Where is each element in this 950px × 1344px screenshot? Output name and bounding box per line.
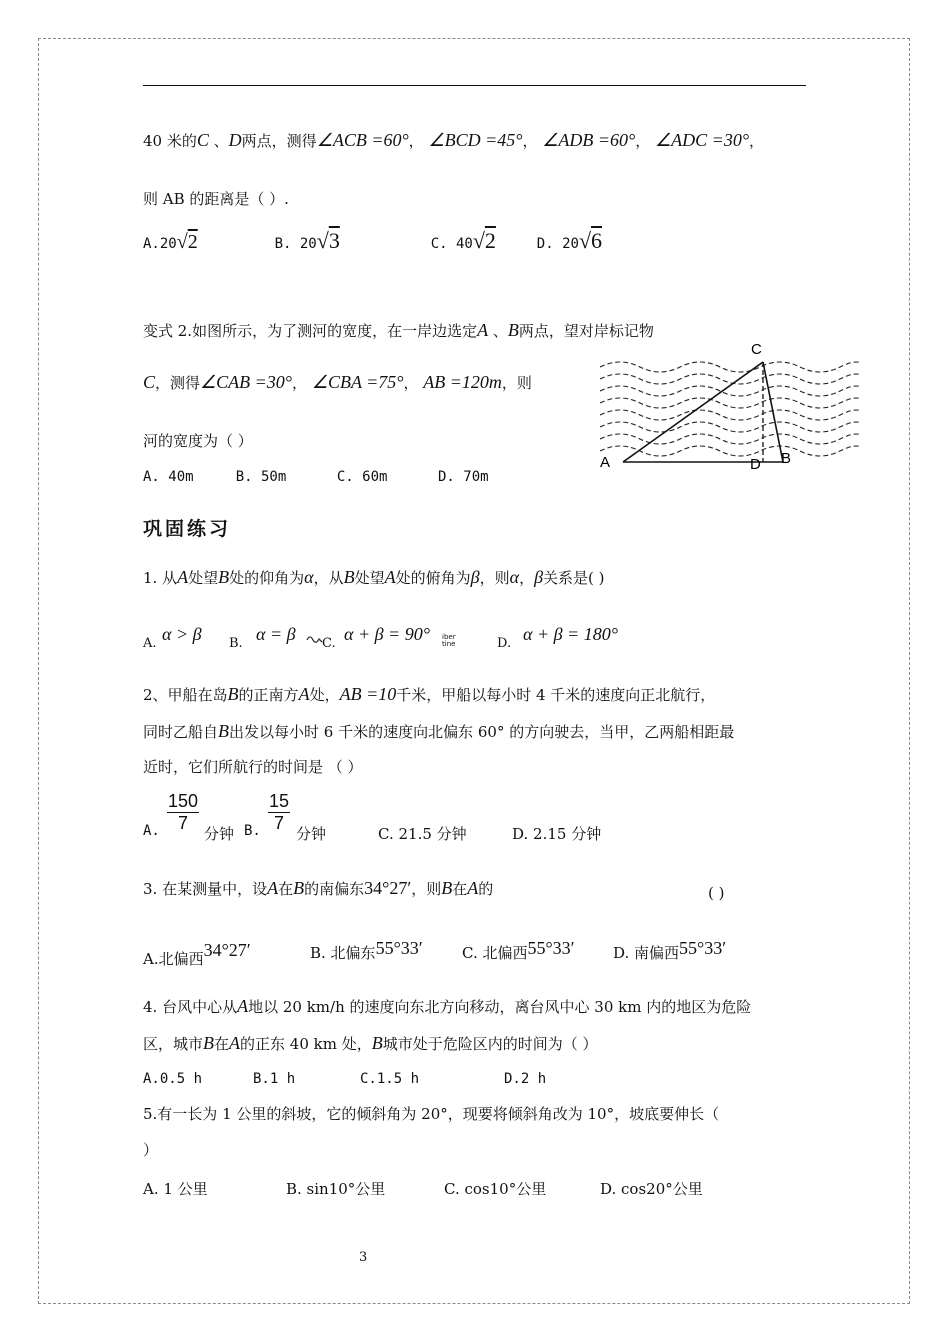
math-var: A [298,684,310,704]
text: 处望 [354,569,385,587]
variant2-line1 [143,320,654,342]
radicand: 2 [187,231,198,253]
q5-option-d: D. cos20°公里 [600,1180,703,1198]
section-title: 巩固练习 [143,518,232,540]
text: 出发以每小时 6 千米的速度向北偏东 60° 的方向驶去，当甲，乙两船相距最 [229,723,735,741]
text: ， [403,374,419,392]
q2-option-d: D. 2.15 分钟 [512,825,602,843]
math-angle: ∠ADC =30° [655,130,750,150]
math-angle: ∠CAB =30° [200,372,293,392]
text: C. 40 [430,236,473,252]
variant2-options: A. 40m B. 50m C. 60m D. 70m [143,469,489,485]
q2-option-c: C. 21.5 分钟 [378,825,467,843]
variant2-line3: 河的宽度为（ ） [143,432,253,450]
math-var: C [196,130,209,150]
text: 、 [213,132,229,150]
math-var: B [227,684,239,704]
q1-option-b-expr: α = β [256,624,296,644]
math-var: A [467,878,479,898]
text: ， [635,132,651,150]
text: 、 [492,322,508,340]
text: 2、甲船在岛 [143,686,228,704]
q3-text [143,878,493,900]
sqrt-sign: √2 [472,228,496,253]
math-expr: AB =120m [423,372,502,392]
text: 处， [309,686,340,704]
text: ， [749,132,765,150]
math-var: B [218,721,230,741]
math-var: A [237,996,249,1016]
option-d [536,228,603,253]
q4-option-c: C.1.5 h [360,1071,420,1087]
denominator: 7 [178,813,189,833]
math-angle: 34°27′ [203,940,251,960]
math-angle: ∠ACB =60° [316,130,409,150]
q2-option-a-label: A. [143,823,160,839]
q4-option-a: A.0.5 h [143,1071,203,1087]
math-angle: 55°33′ [375,938,423,958]
radicand: 3 [328,228,340,253]
q2-option-a-unit: 分钟 [204,825,235,843]
text: ， [408,132,424,150]
q1-option-c-tag [442,634,456,648]
math-var: α [509,567,520,587]
option-a [143,231,198,253]
text: 两点，测得 [241,132,317,150]
math-angle: 55°33′ [679,938,727,958]
q3-option-d [613,938,727,963]
text: C. 北偏西 [462,944,528,962]
q2-option-b-unit: 分钟 [296,825,327,843]
math-angle: 34°27′ [364,878,412,898]
text: 在 [214,1035,230,1053]
text: 城市处于危险区内的时间为（ ） [382,1035,598,1053]
text: A.20 [143,236,177,252]
text: tine [442,640,456,648]
label-a: A [600,454,611,471]
text: B. 20 [274,236,317,252]
river-figure [590,335,860,475]
text: 处的仰角为 [229,569,305,587]
math-var: B [218,567,230,587]
header-rule [143,85,806,86]
denominator: 7 [274,813,285,833]
math-var: B [507,320,519,340]
math-var: A [267,878,279,898]
math-var: C [143,372,156,392]
text: 的南偏东 [304,880,365,898]
text: A.北偏西 [143,950,204,968]
variant2-line2 [143,372,532,394]
math-var: α [304,567,314,587]
question-top-line2: 则 AB 的距离是（ ）. [143,190,289,208]
text: D. 南偏西 [613,944,680,962]
label-d: D [750,456,761,473]
q2-option-a-fraction [167,791,199,834]
text: 处的俯角为 [395,569,471,587]
option-b [274,228,340,253]
q4-option-d: D.2 h [504,1071,547,1087]
math-angle: 55°33′ [527,938,575,958]
math-expr: AB =10 [339,684,397,704]
math-var: B [371,1033,383,1053]
label-c: C [751,341,762,358]
numerator: 150 [168,791,199,811]
q3-answer-paren: ( ) [708,884,725,902]
q5-line1: 5.有一长为 1 公里的斜坡，它的倾斜角为 20°，现要将倾斜角改为 10°，坡底要伸长（ [143,1105,720,1123]
sqrt-sign: √6 [578,228,603,253]
text: 1. 从 [143,569,178,587]
q1-option-d-label: D. [497,636,512,651]
q1-option-a-expr: α > β [162,624,202,644]
math-var: A [477,320,489,340]
question-top-line1 [143,130,764,152]
q1-text [143,567,605,589]
q5-option-b: B. sin10°公里 [286,1180,386,1198]
text: 的正南方 [238,686,299,704]
text: ， [292,374,308,392]
text: 在 [452,880,468,898]
math-var: D [228,130,242,150]
q1-option-a-label: A. [143,636,157,651]
label-b: B [781,450,792,467]
text: 40 米的 [143,132,197,150]
q4-line1 [143,996,751,1018]
q4-option-b: B.1 h [253,1071,296,1087]
math-angle: ∠BCD =45° [428,130,523,150]
text: 区，城市 [143,1035,204,1053]
q5-option-a: A. 1 公里 [143,1180,208,1198]
q2-line3: 近时，它们所航行的时间是 （ ） [143,758,363,776]
math-var: B [343,567,355,587]
text: ，则 [479,569,510,587]
text: ，测得 [155,374,201,392]
q1-option-c-label: C. [322,636,336,651]
text: ，从 [313,569,344,587]
q3-option-c [462,938,575,963]
text: ，则 [501,374,532,392]
radicand: 2 [484,228,496,253]
text: 处望 [188,569,219,587]
text: 在 [278,880,294,898]
question-top-options [143,228,602,254]
math-var: A [229,1033,241,1053]
text: iber [442,633,456,641]
text: 关系是( ) [543,569,605,587]
page-number: 3 [359,1250,368,1265]
q1-option-d-expr: α + β = 180° [523,624,618,644]
text: ， [522,132,538,150]
numerator: 15 [269,791,290,811]
text: D. 20 [536,236,579,252]
q5-line2: ） [143,1141,159,1159]
math-angle: ∠ADB =60° [542,130,636,150]
q3-option-a [143,940,251,969]
river-waves [600,362,860,456]
text: 地以 20 km/h 的速度向东北方向移动，离台风中心 30 km 内的地区为危险 [248,998,752,1016]
text: B. 北偏东 [310,944,376,962]
math-var: B [441,878,453,898]
sqrt-sign: √2 [176,231,198,253]
math-angle: ∠CBA =75° [311,372,404,392]
math-var: A [384,567,396,587]
option-c [430,228,496,253]
math-var: β [534,567,544,587]
text: 千米，甲船以每小时 4 千米的速度向正北航行， [396,686,716,704]
q2-option-b-label: B. [244,823,261,839]
math-var: B [293,878,305,898]
q4-line2 [143,1033,598,1055]
sqrt-sign: √3 [316,228,340,253]
math-var: A [177,567,189,587]
q5-option-c: C. cos10°公里 [444,1180,547,1198]
text: 的正东 40 km 处， [240,1035,372,1053]
q1-option-b-label: B. [229,636,243,651]
text: 同时乙船自 [143,723,219,741]
text: 变式 2.如图所示，为了测河的宽度，在一岸边选定 [143,322,478,340]
text: 3. 在某测量中，设 [143,880,268,898]
text: ， [519,569,535,587]
q2-line1 [143,684,715,706]
text: 两点，望对岸标记物 [518,322,654,340]
text: ，则 [411,880,442,898]
text: 的 [478,880,494,898]
math-var: β [470,567,480,587]
q2-line2 [143,721,734,743]
text: 4. 台风中心从 [143,998,238,1016]
q1-option-c-expr: α + β = 90° [344,624,430,644]
math-var: B [203,1033,215,1053]
q3-option-b [310,938,423,963]
q2-option-b-fraction [268,791,290,834]
radicand: 6 [591,228,603,253]
